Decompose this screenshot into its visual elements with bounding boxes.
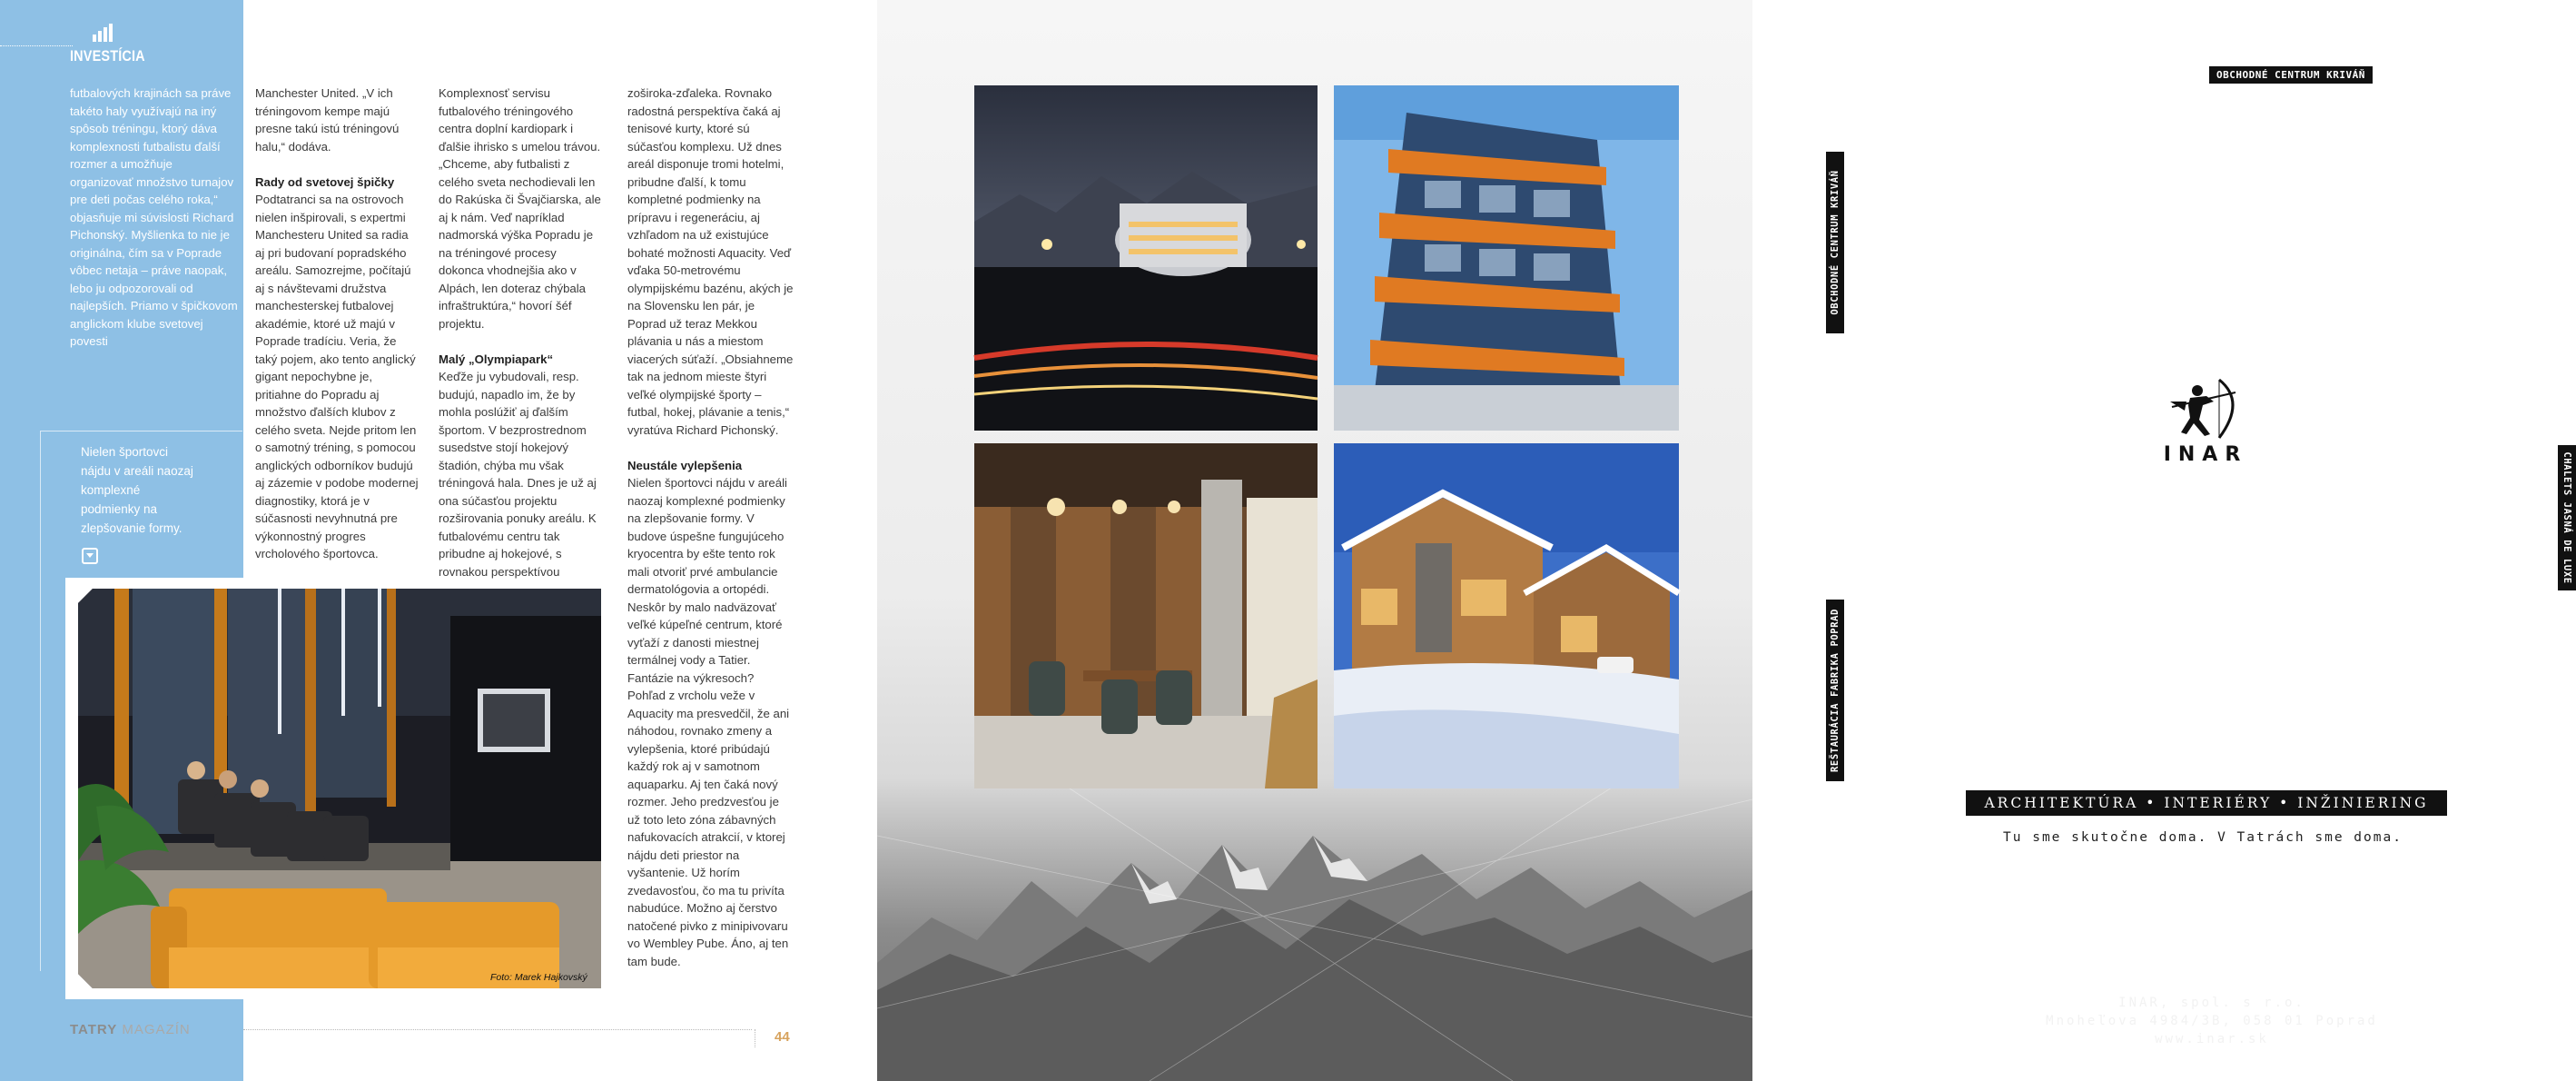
gym-photo <box>78 589 601 988</box>
section-label: INVESTÍCIA <box>70 47 145 64</box>
footer-background <box>0 999 243 1081</box>
left-page <box>0 0 877 1081</box>
photo-obchodne-centrum-krivan-tower <box>1334 85 1679 431</box>
label-chalets-jasna: CHALETS JASNÁ DE LUXE <box>2558 445 2576 590</box>
mountain-graphic <box>877 781 1752 1081</box>
archer-logo-icon <box>2163 374 2250 445</box>
paragraph: zoširoka-zďaleka. Rovnako radostná perspektíva čaká aj tenisové kurty, ktoré sú súčasťou komplexu. Už dnes areál disponuje tromi hotelmi, pribudne ďalší, k tomu kompletné podmienky na prípravu i regeneráciu, aj vzhľadom na už existujúce bohaté možnosti Aquacity. Veď vďaka 50-metrovému olympijskému bazénu, akých je na Slovensku len pár, je Poprad už teraz Mekkou plávania u nás a miestom viacerých súťaží. „Obsiahneme tak na jednom mieste štyri veľké olympijské športy – futbal, hokej, plávanie a tenis,“ vyratúva Richard Pichonský. <box>627 86 794 437</box>
label-restauracia-fabrika: REŠTAURÁCIA FABRIKA POPRAD <box>1826 600 1844 781</box>
footer-divider <box>243 1029 752 1030</box>
photo-obchodne-centrum-krivan-night <box>974 85 1318 431</box>
magazine-brand <box>70 1022 191 1037</box>
paragraph: Podtatranci sa na ostrovoch nielen inšpirovali, s expertmi Manchesteru United sa radia aj pri budovaní popradského areálu. Samozrejme, počítajú aj s návštevami družstva manchesterskej futbalovej akadémie, ktoré už majú v Poprade tradíciu. Veria, že taký pojem, ako tento anglický gigant nepochybne je, pritiahne do Popradu aj množstvo ďalších klubov z celého sveta. Nejde pritom len o samotný tréning, s pomocou anglických odborníkov budujú aj zázemie v podobe modernej diagnostiky, ktorá je v súčasnosti nevyhnutná pre výkonnostný progres vrcholového športovca. <box>255 193 419 560</box>
text-column-3 <box>439 84 605 599</box>
website: www.inar.sk <box>2155 1032 2269 1046</box>
paragraph: futbalových krajinách sa práve takéto haly využívajú na iný spôsob tréningu, ktorý dáva komplexnosti futbalistu ďalší rozmer a umožňuje organizovať množstvo turnajov pre deti počas celého roka,“ objasňuje mi súvislosti Richard Pichonský. Myšlienka to nie je originálna, čím sa v Poprade vôbec netaja – práve naopak, lebo ju odpozorovali od najlepších. Priamo v špičkovom anglickom klube svetovej povesti <box>70 86 238 348</box>
slogan: Tu sme skutočne doma. V Tatrách sme doma. <box>2003 830 2403 845</box>
text-column-4 <box>627 84 794 970</box>
photo-restauracia-fabrika <box>974 443 1318 788</box>
subheading: Malý „Olympiapark“ <box>439 352 554 366</box>
subheading: Rady od svetovej špičky <box>255 174 395 189</box>
company-name: INAR, spol. s r.o. <box>2118 996 2305 1010</box>
company-address <box>1912 994 2512 1048</box>
brand-light: MAGAZÍN <box>122 1022 191 1037</box>
text-column-2 <box>255 84 419 563</box>
tagline: ARCHITEKTÚRA • INTERIÉRY • INŽINIERING <box>1966 790 2447 816</box>
label-obchodne-centrum-krivan-left: OBCHODNÉ CENTRUM KRIVÁŇ <box>1826 152 1844 333</box>
brand-bold: TATRY <box>70 1022 118 1037</box>
street-address: Mnoheľova 4984/3B, 058 01 Poprad <box>2046 1014 2378 1028</box>
bar-chart-icon <box>93 24 118 42</box>
chevron-down-icon <box>82 548 98 564</box>
text-column-1 <box>70 84 238 351</box>
paragraph: Nielen športovci nájdu v areáli naozaj komplexné podmienky na zlepšovanie formy. V budove úspešne fungujúceho kryocentra by ešte tento rok mali otvoriť prvé ambulancie dermatológovia a ortopédi. Neskôr by malo nadväzovať veľké kúpeľné centrum, ktoré vyťaží z danosti miestnej termálnej vody a Tatier. Fantázie na výkresoch? Pohľad z vrcholu veže v Aquacity ma presvedčil, že ani náhodou, rovnako zmeny a vylepšenia, ktoré pribúdajú každý rok aj v samotnom aquaparku. Aj ten čaká nový rozmer. Jeho predzvesťou je už toto leto zóna zábavných nafukovacích atrakcií, v ktorej nájdu deti priestor na vyšantenie. Už horím zvedavosťou, čo ma tu privíta nabudúce. Možno aj čerstvo natočené pivko z minipivovaru vo Wembley Pube. Áno, aj ten tam bude. <box>627 476 790 968</box>
subheading: Neustále vylepšenia <box>627 458 743 472</box>
inar-logo: INAR <box>2163 443 2248 466</box>
label-obchodne-centrum-krivan-top: OBCHODNÉ CENTRUM KRIVÁŇ <box>2209 66 2373 84</box>
paragraph: Keďže ju vybudovali, resp. budujú, napadlo im, že by mohla poslúžiť aj ďalším športom. V bezprostrednom susedstve stojí hokejový štadión, chýba mu však tréningová hala. Dnes je už aj ona súčasťou projektu rozširovania ponuky areálu. K futbalovému centru tak pribudne aj hokejové, s rovnakou perspektívou <box>439 370 597 579</box>
advertisement-page <box>877 0 2572 1081</box>
photo-chalets-jasna <box>1334 443 1679 788</box>
pull-quote: Nielen športovci nájdu v areáli naozaj komplexné podmienky na zlepšovanie formy. <box>81 445 193 535</box>
section-divider <box>0 45 73 46</box>
page-number: 44 <box>775 1029 790 1045</box>
photo-credit: Foto: Marek Hajkovský <box>490 972 587 983</box>
paragraph: Komplexnosť servisu futbalového tréningového centra doplní kardiopark i ďalšie ihrisko s umelou trávou. „Chceme, aby futbalisti z celého sveta nechodievali len do Rakúska či Švajčiarska, ale aj k nám. Veď napríklad nadmorská výška Popradu je na tréningové procesy dokonca vhodnejšia ako v Alpách, len doteraz chýbala infraštruktúra,“ hovorí šéf projektu. <box>439 86 601 331</box>
paragraph: Manchester United. „V ich tréningovom kempe majú presne takú istú tréningovú halu,“ dodáva. <box>255 86 400 154</box>
